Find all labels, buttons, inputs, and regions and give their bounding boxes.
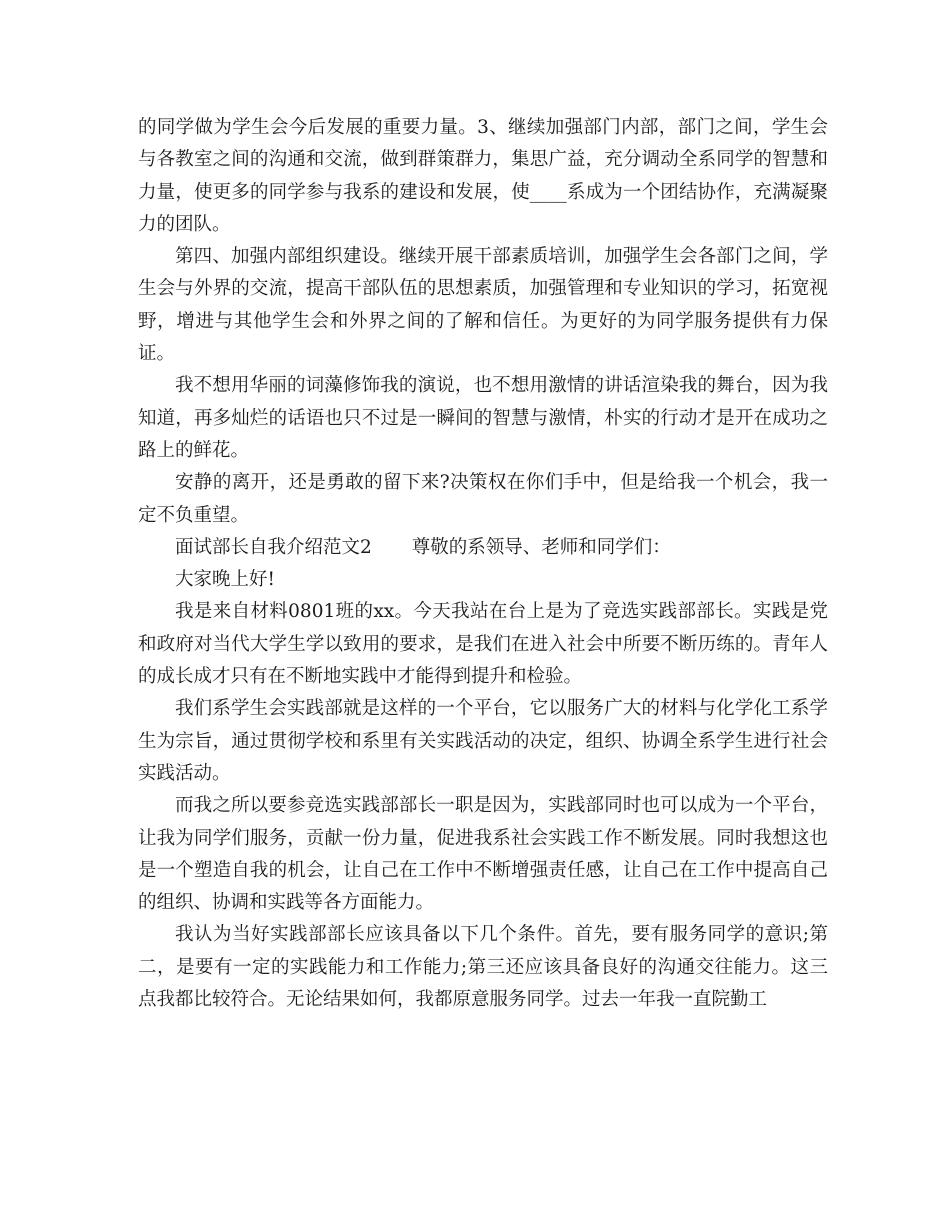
paragraph-introduction: 我是来自材料0801班的xx。今天我站在台上是为了竞选实践部部长。实践是党和政府对当代大学生学以致用的要求，是我们在进入社会中所要不断历练的。青年人的成长成才只有在不断地实践中才能得到提升和检验。 [138,601,828,688]
section-title: 面试部长自我介绍范文2 [175,536,372,558]
paragraph-conditions: 我认为当好实践部部长应该具备以下几个条件。首先，要有服务同学的意识;第二，是要有一定的实践能力和工作能力;第三还应该具备良好的沟通交往能力。这三点我都比较符合。无论结果如何，我都原意服务同学。过去一年我一直院勤工 [138,924,828,1011]
document-page [138,112,828,1016]
paragraph-4: 安静的离开，还是勇敢的留下来?决策权在你们手中，但是给我一个机会，我一定不负重望。 [138,472,828,526]
paragraph-2: 第四、加强内部组织建设。继续开展干部素质培训，加强学生会各部门之间，学生会与外界的交流，提高干部队伍的思想素质，加强管理和专业知识的学习，拓宽视野，增进与其他学生会和外界之间的了解和信任。为更好的为同学服务提供有力保证。 [138,246,828,365]
paragraph-3: 我不想用华丽的词藻修饰我的演说，也不想用激情的讲话渲染我的舞台，因为我知道，再多灿烂的话语也只不过是一瞬间的智慧与激情，朴实的行动才是开在成功之路上的鲜花。 [138,375,828,461]
paragraph-greeting: 大家晚上好! [175,569,275,591]
section-heading-line [138,532,828,564]
paragraph-motivation: 而我之所以要参竞选实践部部长一职是因为，实践部同时也可以成为一个平台，让我为同学们服务，贡献一份力量，促进我系社会实践工作不断发展。同时我想这也是一个塑造自我的机会，让自己在工作中不断增强责任感，让自己在工作中提高自己的组织、协调和实践等各方面能力。 [138,795,828,914]
paragraph-department: 我们系学生会实践部就是这样的一个平台，它以服务广大的材料与化学化工系学生为宗旨，通过贯彻学校和系里有关实践活动的决定，组织、协调全系学生进行社会实践活动。 [138,698,828,784]
salutation: 尊敬的系领导、老师和同学们： [411,536,671,558]
paragraph-1: 的同学做为学生会今后发展的重要力量。3、继续加强部门内部，部门之间，学生会与各教室之间的沟通和交流，做到群策群力，集思广益，充分调动全系同学的智慧和力量，使更多的同学参与我系的建设和发展，使____系成为一个团结协作，充满凝聚力的团队。 [138,117,828,235]
